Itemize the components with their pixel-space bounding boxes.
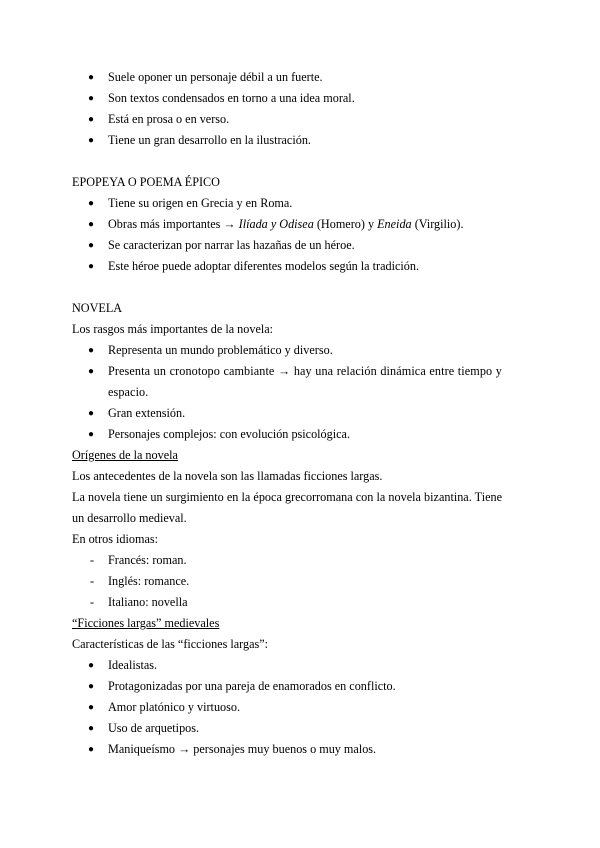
dash-icon: - — [90, 553, 95, 567]
novela-intro: Los rasgos más importantes de la novela: — [72, 322, 274, 336]
novela-traits-list — [72, 340, 502, 445]
bullet-icon: ● — [88, 345, 95, 356]
list-item: ● Representa un mundo problemático y diverso. — [72, 340, 502, 361]
list-item: ● Gran extensión. — [72, 403, 502, 424]
list-item: ● Se caracterizan por narrar las hazañas de un héroe. — [72, 235, 502, 256]
bullet-icon: ● — [88, 744, 95, 755]
bullet-icon: ● — [88, 261, 95, 272]
bullet-icon: ● — [88, 219, 95, 230]
bullet-icon: ● — [88, 408, 95, 419]
origenes-paragraph: Los antecedentes de la novela son las llamadas ficciones largas. — [72, 469, 383, 483]
bullet-icon: ● — [88, 93, 95, 104]
ficciones-intro: Características de las “ficciones largas”: — [72, 637, 269, 651]
bullet-icon: ● — [88, 429, 95, 440]
list-item: ● Obras más importantes → Ilíada y Odisea (Homero) y Eneida (Virgilio). — [72, 214, 502, 235]
dash-icon: - — [90, 574, 95, 588]
list-item: ● Personajes complejos: con evolución psicológica. — [72, 424, 502, 445]
ficciones-heading: “Ficciones largas” medievales — [72, 616, 220, 630]
idiomas-intro: En otros idiomas: — [72, 532, 158, 546]
list-item: ● Está en prosa o en verso. — [72, 109, 502, 130]
bullet-icon: ● — [88, 198, 95, 209]
list-item: - Italiano: novella — [72, 592, 502, 613]
bullet-icon: ● — [88, 240, 95, 251]
list-item: ● Presenta un cronotopo cambiante → hay una relación dinámica entre tiempo y espacio. — [72, 361, 502, 403]
list-item: ● Tiene un gran desarrollo en la ilustración. — [72, 130, 502, 151]
list-item: ● Tiene su origen en Grecia y en Roma. — [72, 193, 502, 214]
bullet-icon: ● — [88, 681, 95, 692]
list-item: ● Este héroe puede adoptar diferentes modelos según la tradición. — [72, 256, 502, 277]
bullet-icon: ● — [88, 114, 95, 125]
fable-traits-list — [72, 67, 502, 151]
work-title: Eneida — [377, 217, 412, 231]
list-item: ● Maniqueísmo → personajes muy buenos o muy malos. — [72, 739, 502, 760]
bullet-icon: ● — [88, 366, 95, 377]
list-item: ● Idealistas. — [72, 655, 502, 676]
list-item: ● Son textos condensados en torno a una idea moral. — [72, 88, 502, 109]
list-item: - Francés: roman. — [72, 550, 502, 571]
list-item: ● Protagonizadas por una pareja de enamorados en conflicto. — [72, 676, 502, 697]
list-item: ● Uso de arquetipos. — [72, 718, 502, 739]
idiomas-list — [72, 550, 502, 613]
work-title: Ilíada y Odisea — [238, 217, 314, 231]
list-item: ● Suele oponer un personaje débil a un fuerte. — [72, 67, 502, 88]
list-item: - Inglés: romance. — [72, 571, 502, 592]
epopeya-heading: EPOPEYA O POEMA ÉPICO — [72, 175, 220, 189]
bullet-icon: ● — [88, 72, 95, 83]
bullet-icon: ● — [88, 702, 95, 713]
origenes-heading: Orígenes de la novela — [72, 448, 178, 462]
list-item: ● Amor platónico y virtuoso. — [72, 697, 502, 718]
origenes-paragraph: La novela tiene un surgimiento en la época grecorromana con la novela bizantina. Tiene un desarrollo medieval. — [72, 490, 502, 525]
novela-heading: NOVELA — [72, 301, 123, 315]
bullet-icon: ● — [88, 135, 95, 146]
ficciones-traits-list — [72, 655, 502, 760]
document-content — [72, 67, 502, 760]
bullet-icon: ● — [88, 660, 95, 671]
epopeya-list — [72, 193, 502, 277]
dash-icon: - — [90, 595, 95, 609]
bullet-icon: ● — [88, 723, 95, 734]
